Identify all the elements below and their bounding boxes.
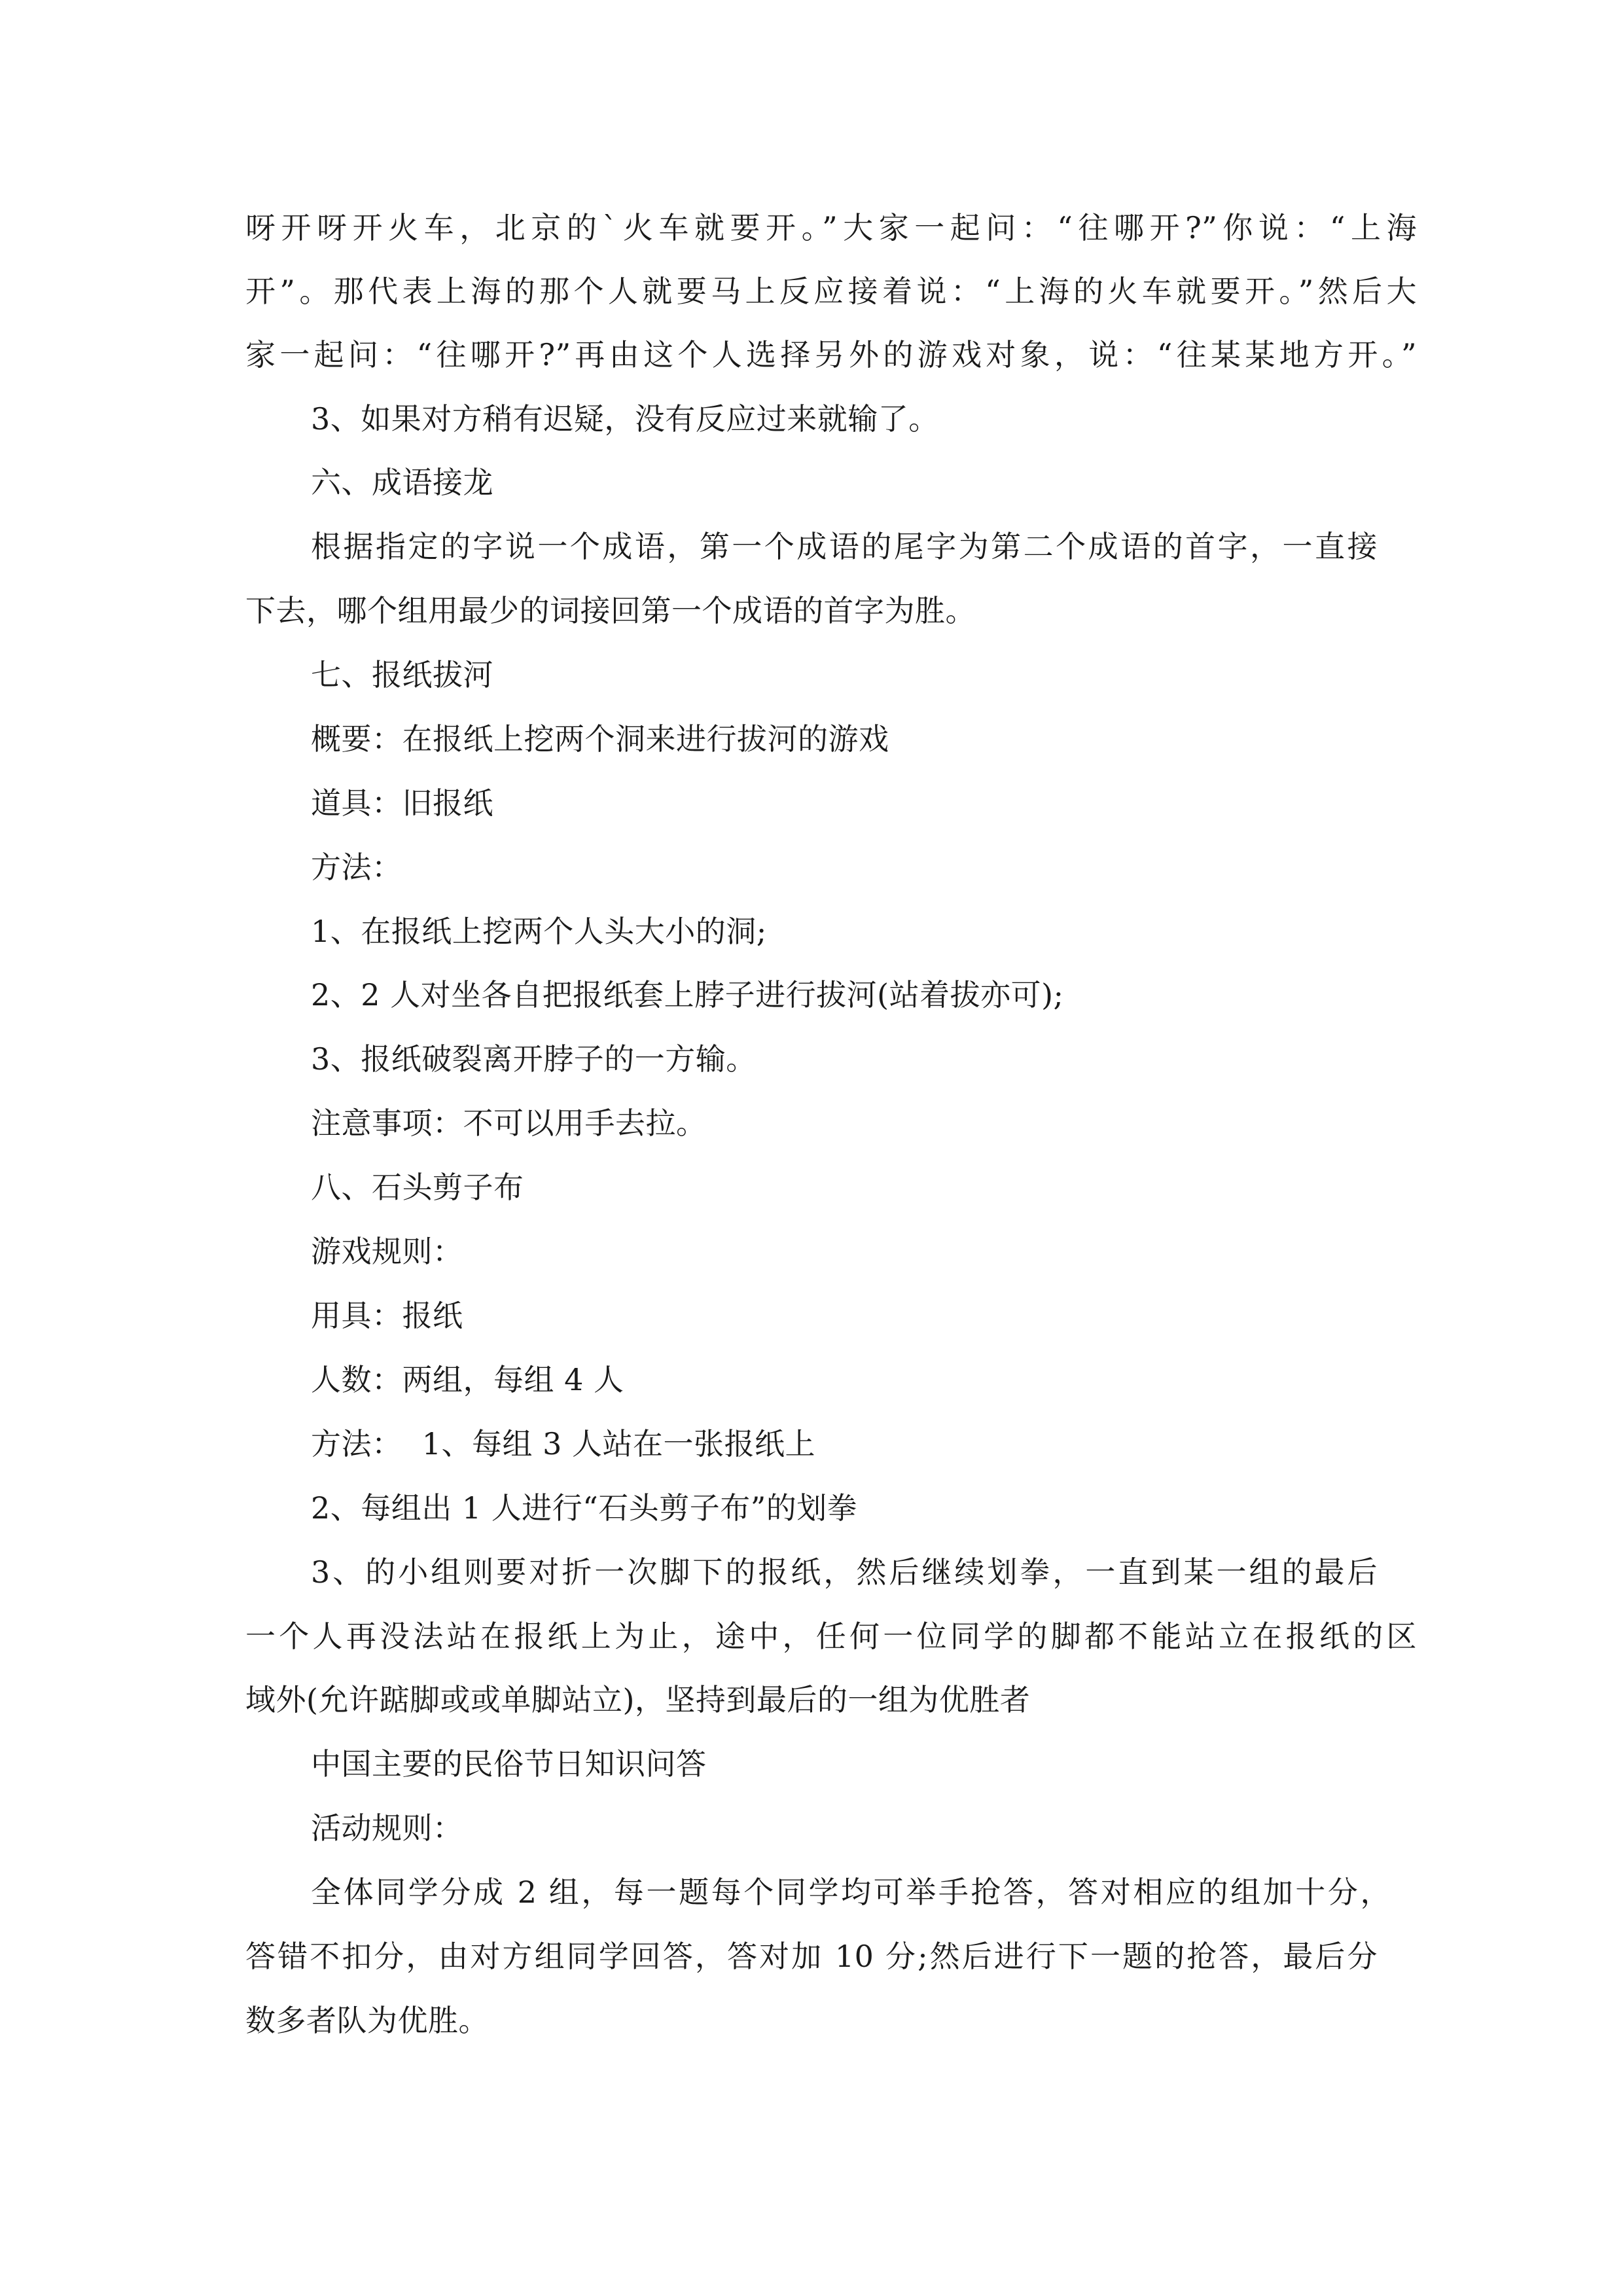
list-item: 3、报纸破裂离开脖子的一方输。 (311, 1041, 757, 1077)
list-item: 1、在报纸上挖两个人头大小的洞; (311, 914, 767, 949)
paragraph-line: 答错不扣分，由对方组同学回答，答对加 10 分;然后进行下一题的抢答，最后分 (245, 1939, 1378, 1974)
paragraph-line: 方法： (311, 850, 402, 885)
paragraph-line: 注意事项：不可以用手去拉。 (311, 1105, 707, 1141)
paragraph-line: 下去，哪个组用最少的词接回第一个成语的首字为胜。 (245, 593, 976, 628)
paragraph-line: 人数：两组，每组 4 人 (311, 1362, 624, 1397)
section-heading: 六、成语接龙 (311, 465, 493, 500)
list-item: 2、2 人对坐各自把报纸套上脖子进行拔河(站着拔亦可); (311, 977, 1064, 1013)
paragraph-line: 用具：报纸 (311, 1298, 463, 1333)
paragraph-line: 道具：旧报纸 (311, 785, 493, 821)
section-heading: 八、石头剪子布 (311, 1170, 524, 1205)
section-heading: 中国主要的民俗节日知识问答 (311, 1746, 707, 1782)
paragraph-line: 域外(允许踮脚或或单脚站立)，坚持到最后的一组为优胜者 (245, 1682, 1031, 1717)
list-item: 2、每组出 1 人进行“石头剪子布”的划拳 (311, 1490, 858, 1526)
paragraph-line: 家一起问：“往哪开?”再由这个人选择另外的游戏对象，说：“往某某地方开。” (245, 337, 1417, 372)
paragraph-line: 数多者队为优胜。 (245, 2003, 489, 2038)
paragraph-line: 呀开呀开火车，北京的`火车就要开。”大家一起问：“往哪开?”你说：“上海 (245, 210, 1417, 245)
paragraph-line: 一个人再没法站在报纸上为止，途中，任何一位同学的脚都不能站立在报纸的区 (245, 1619, 1417, 1654)
paragraph-line: 方法： 1、每组 3 人站在一张报纸上 (311, 1426, 816, 1462)
paragraph-line: 根据指定的字说一个成语，第一个成语的尾字为第二个成语的首字，一直接 (311, 529, 1378, 564)
section-heading: 七、报纸拔河 (311, 657, 493, 692)
paragraph-line: 游戏规则： (311, 1234, 463, 1269)
paragraph-line: 活动规则： (311, 1810, 463, 1846)
paragraph-line: 概要：在报纸上挖两个洞来进行拔河的游戏 (311, 721, 889, 757)
paragraph-line: 3、如果对方稍有迟疑，没有反应过来就输了。 (311, 401, 939, 437)
list-item: 3、的小组则要对折一次脚下的报纸，然后继续划拳，一直到某一组的最后 (311, 1554, 1378, 1590)
paragraph-line: 全体同学分成 2 组，每一题每个同学均可举手抢答，答对相应的组加十分， (311, 1874, 1391, 1910)
paragraph-line: 开”。那代表上海的那个人就要马上反应接着说：“上海的火车就要开。”然后大 (245, 274, 1417, 309)
